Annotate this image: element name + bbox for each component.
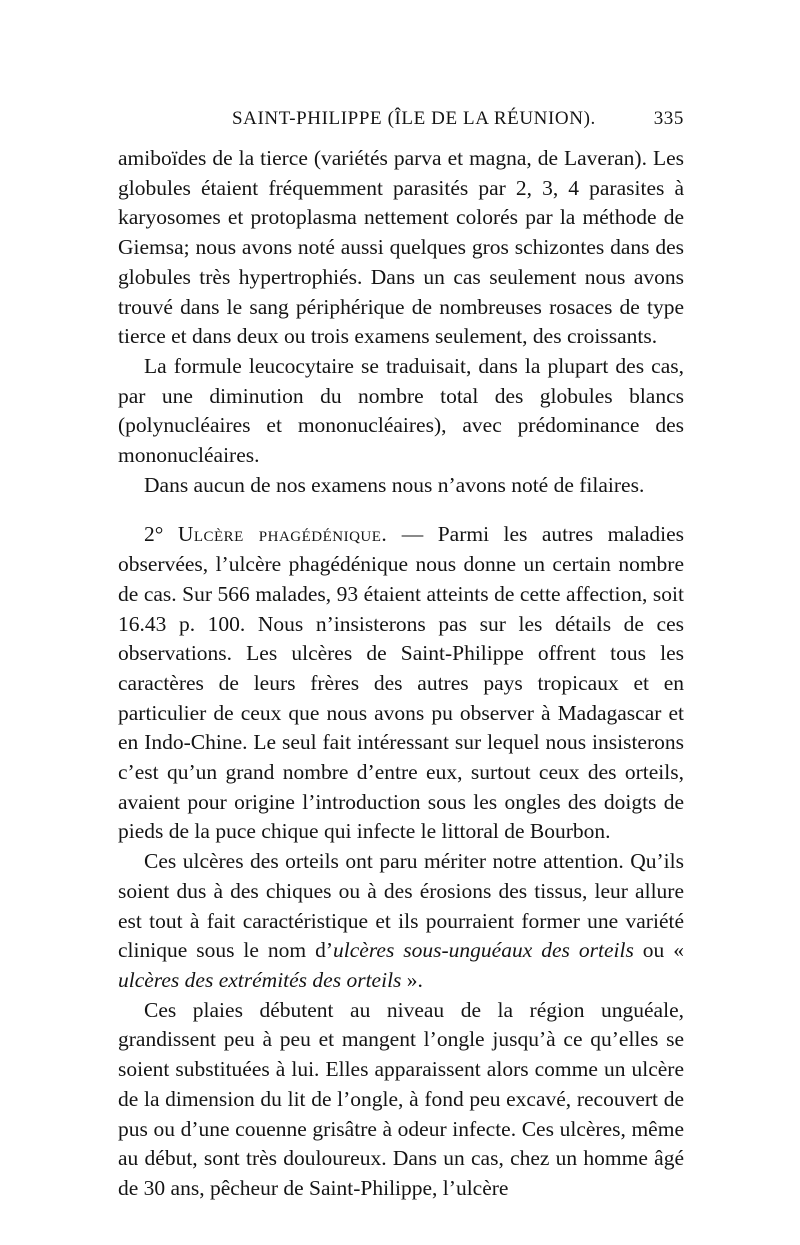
running-title: SAINT-PHILIPPE (ÎLE DE LA RÉUNION). xyxy=(232,108,596,129)
italic-term-1: ulcères sous-unguéaux des orteils xyxy=(333,938,634,963)
text-middle: ou « xyxy=(633,938,685,963)
text-after: ». xyxy=(401,967,423,992)
book-page xyxy=(118,108,684,1204)
italic-term-2: ulcères des extrémités des orteils xyxy=(118,967,402,992)
paragraph-filaires: Dans aucun de nos examens nous n’avons noté de filaires. xyxy=(144,472,645,497)
page-number: 335 xyxy=(653,108,684,129)
paragraph-plaies: Ces plaies débutent au niveau de la région unguéale, grandissent peu à peu et mangent l’ongle jusqu’à ce qu’elles se soient substituées à lui. Elles apparaissent alors comme un ulcère de la dimension du lit de l’ongle, à fond peu excavé, recouvert de pus ou d’une couenne grisâtre à odeur infecte. Ces ulcères, même au début, sont très douloureux. Dans un cas, chez un homme âgé de 30 ans, pêcheur de Saint-Philippe, l’ulcère xyxy=(118,997,684,1200)
paragraph-continued: amiboïdes de la tierce (variétés parva et magna, de Laveran). Les globules étaient fréquemment parasités par 2, 3, 4 parasites à karyosomes et protoplasma nettement colorés par la méthode de Giemsa; nous avons noté aussi quelques gros schizontes dans des globules très hypertrophiés. Dans un cas seulement nous avons trouvé dans le sang périphérique de nombreuses rosaces de type tierce et dans deux ou trois examens seulement, des croissants. xyxy=(118,146,684,349)
paragraph-orteils xyxy=(118,847,684,996)
section-heading: Ulcère phagédénique. xyxy=(177,522,388,547)
section-number: 2° xyxy=(144,522,164,547)
section-ulcere-phagedenique xyxy=(118,520,684,847)
paragraph-leucocyte-formula: La formule leucocytaire se traduisait, dans la plupart des cas, par une diminution du nombre total des globules blancs (polynucléaires et mononucléaires), avec prédominance des mononucléaires. xyxy=(118,353,684,468)
body-text xyxy=(118,144,684,1204)
text-before: Ces ulcères des orteils ont paru mériter notre attention. Qu’ils soient dus à des chiques ou à des érosions des tissus, leur allure est tout à fait caractéristique et ils pourraient former une variété clinique sous le nom d’ xyxy=(118,849,684,963)
running-header xyxy=(118,108,684,144)
section-text: — Parmi les autres maladies observées, l’ulcère phagédénique nous donne un certain nombre de cas. Sur 566 malades, 93 étaient atteints de cette affection, soit 16.43 p. 100. Nous n’insisterons pas sur les détails de ces observations. Les ulcères de Saint-Philippe offrent tous les caractères de leurs frères des autres pays tropicaux et en particulier de ceux que nous avons pu observer à Madagascar et en Indo-Chine. Le seul fait intéressant sur lequel nous insisterons c’est qu’un grand nombre d’entre eux, surtout ceux des orteils, avaient pour origine l’introduction sous les ongles des doigts de pieds de la puce chique qui infecte le littoral de Bourbon. xyxy=(118,522,685,844)
